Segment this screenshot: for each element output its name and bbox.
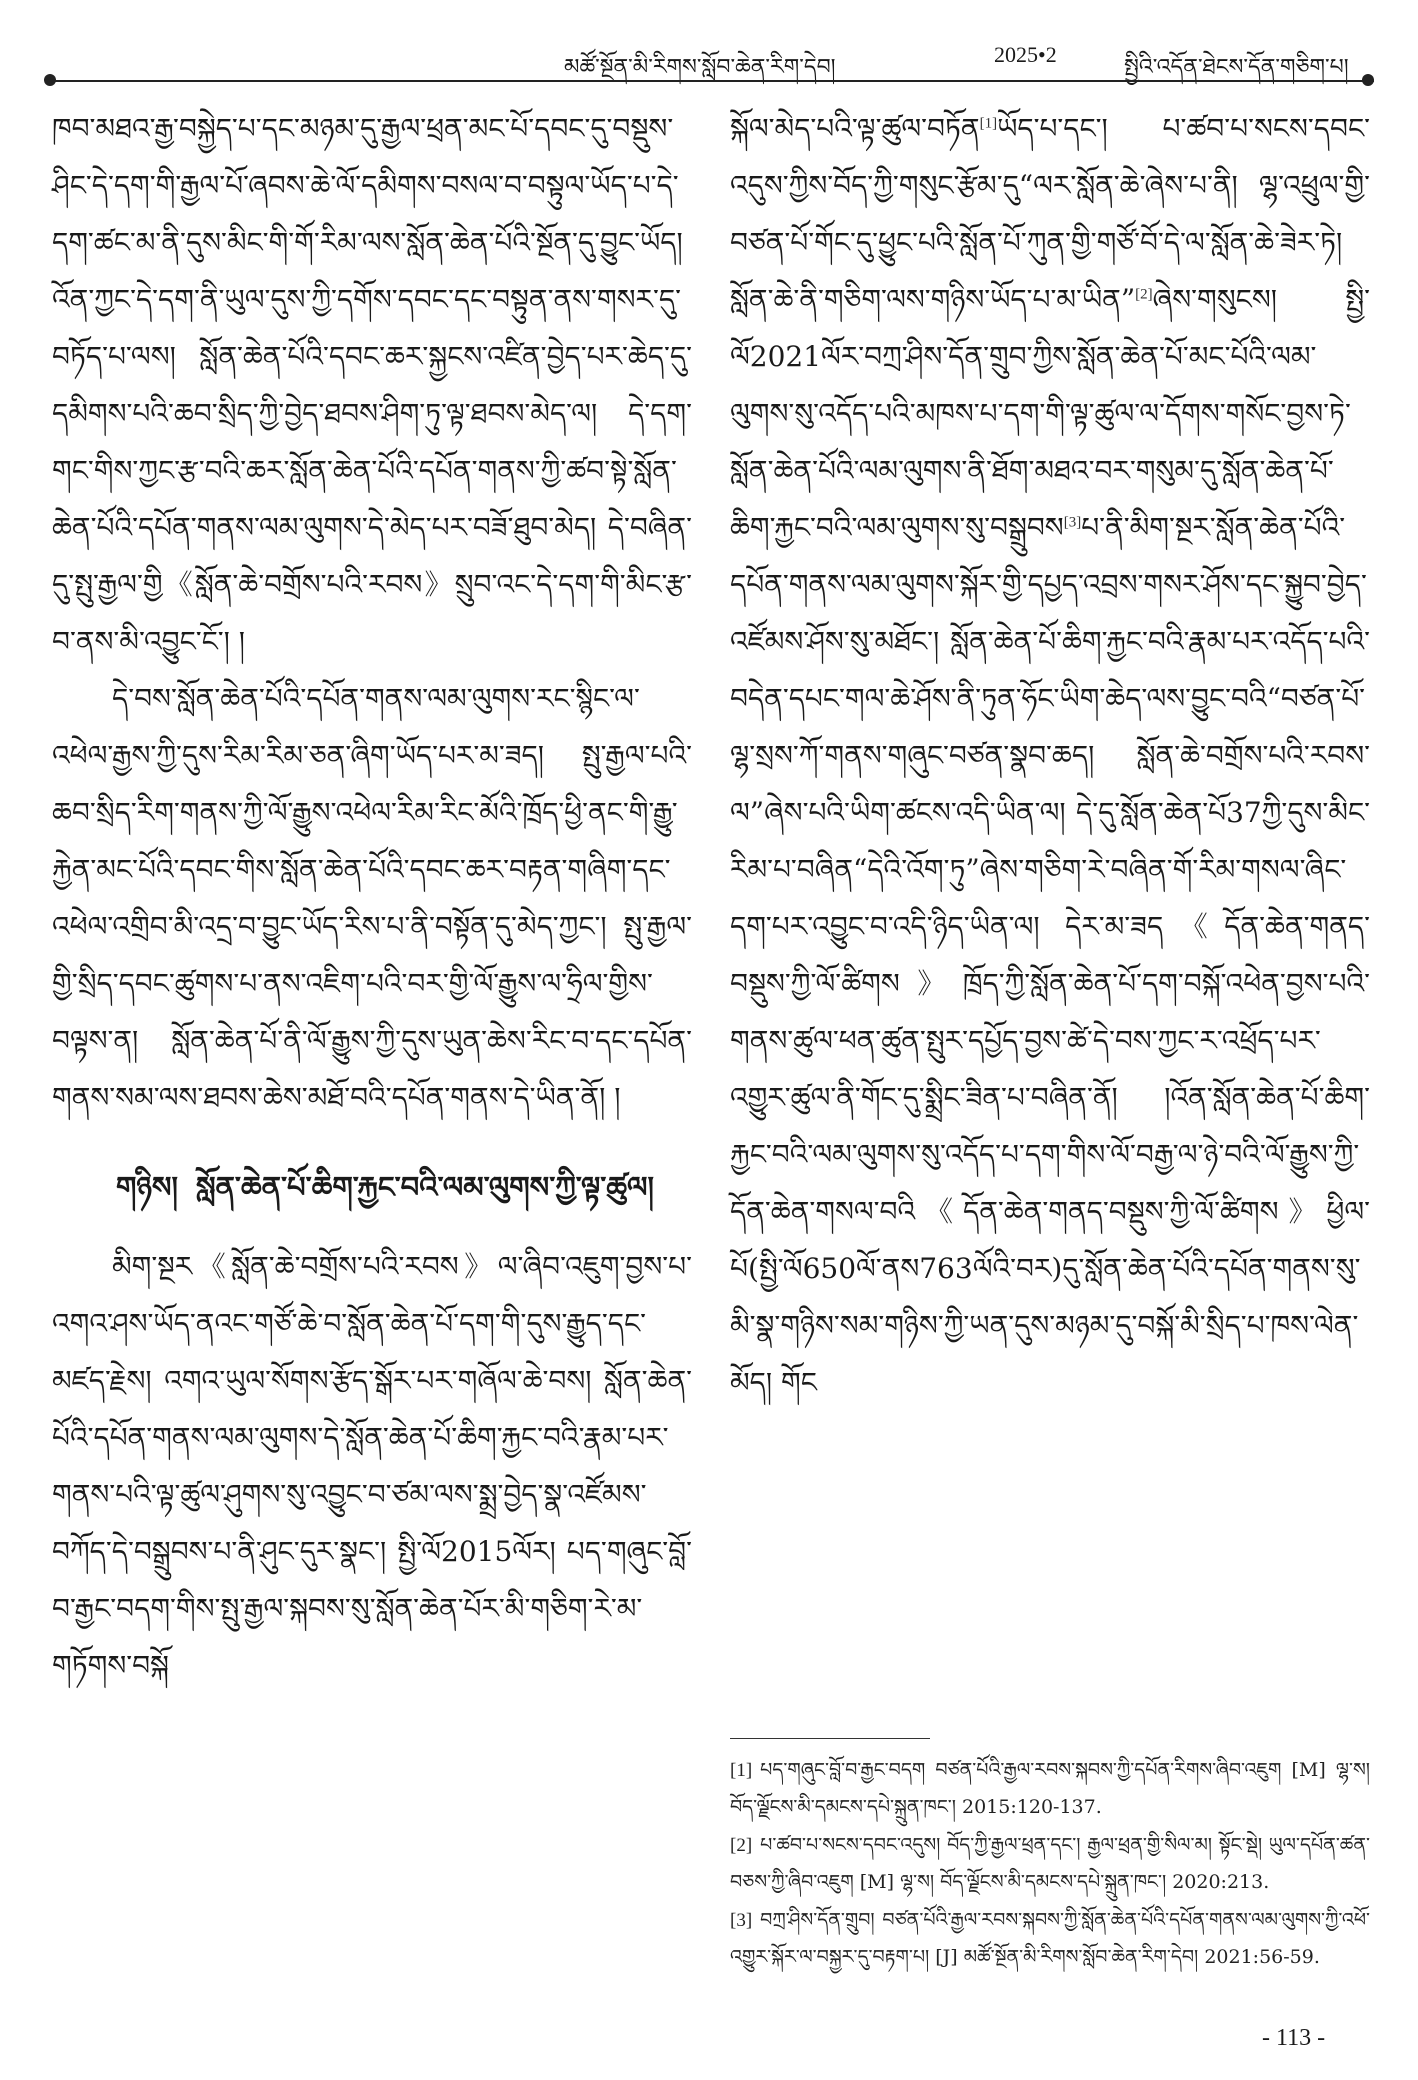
section-title: སློན་ཆེན་པོ་ཆིག་རྐྱང་བའི་ལམ་ལུགས་ཀྱི་ལྟ་ཚུལ། — [195, 1170, 654, 1204]
body-paragraph: དེ་བས་སློན་ཆེན་པོའི་དཔོན་གནས་ལམ་ལུགས་རང་སྙིང་ལ་འཕེལ་རྒྱས་ཀྱི་དུས་རིམ་རིམ་ཅན་ཞིག་ཡོད་པར་མ་ཟད། སྤུ་རྒྱལ་པའི་ཆབ་སྲིད་རིག་གནས་ཀྱི་ལོ་རྒྱུས་འཕེལ་རིམ་རིང་མོའི་ཁྲོད་ཕྱི་ནང་གི་རྒྱུ་རྐྱེན་མང་པོའི་དབང་གིས་སློན་ཆེན་པོའི་དབང་ཆར་བརྟན་གཞིག་དང་འཕེལ་འགྲིབ་མི་འདྲ་བ་བྱུང་ཡོད་རིས་པ་ནི་བསྟོན་དུ་མེད་ཀྱང་། སྤུ་རྒྱལ་གྱི་སྲིད་དབང་ཚུགས་པ་ནས་འཇིག་པའི་བར་གྱི་ལོ་རྒྱུས་ལ་ཧྲིལ་གྱིས་བལྟས་ན། སློན་ཆེན་པོ་ནི་ལོ་རྒྱུས་ཀྱི་དུས་ཡུན་ཆེས་རིང་བ་དང་དཔོན་གནས་སམ་ལས་ཐབས་ཆེས་མཐོ་བའི་དཔོན་གནས་དེ་ཡིན་ནོ། ། — [52, 682, 692, 1114]
footnote-text: པ་ཚབ་པ་སངས་དབང་འདུས། བོད་ཀྱི་རྒྱལ་ཕྲན་དང་། རྒྱལ་ཕྲན་གྱི་སིལ་མ། སྟོང་སྡེ། ཡུལ་དཔོན་ཚན་བཅས་ཀྱི་ཞིབ་འཇུག [M] ལྷ་ས། བོད་ལྗོངས་མི་དམངས་དཔེ་སྐྲུན་ཁང་། 2020:213. — [730, 1834, 1370, 1893]
page-header — [44, 28, 1374, 80]
text-segment: པ་ནི་མིག་སྔར་སློན་ཆེན་པོའི་དཔོན་གནས་ལམ་ལུགས་སྐོར་གྱི་དཔྱད་འབྲས་གསར་ཤོས་དང་སྐྱུབ་བྱེད་འཛོམས་ཤོས་སུ་མཐོང་། སློན་ཆེན་པོ་ཆིག་རྐྱང་བའི་རྣམ་པར་འདོད་པའི་བདེན་དཔང་གལ་ཆེ་ཤོས་ནི་ཏུན་ཧོང་ཡིག་ཆེད་ལས་བྱུང་བའི“བཙན་པོ་ལྷ་སྲས་ཀོ་གནས་གཞུང་བཙན་སྣབ་ཆད། སློན་ཆེ་བགྲོས་པའི་རབས་ལ”ཞེས་པའི་ཡིག་ཚངས་འདི་ཡིན་ལ། དེ་དུ་སློན་ཆེན་པོ37ཀྱི་དུས་མིང་རིམ་པ་བཞིན“དེའི་འོག་ཏུ”ཞེས་གཅིག་རེ་བཞིན་གོ་རིམ་གསལ་ཞིང་དག་པར་འབྱུང་བ་འདི་ཉིད་ཡིན་ལ། དེར་མ་ཟད《དོན་ཆེན་གནད་བསྡུས་ཀྱི་ལོ་ཚིགས》ཁྲོད་ཀྱི་སློན་ཆེན་པོ་དག་བསྐོ་འཕེན་བྱས་པའི་གནས་ཚུལ་ཕན་ཚུན་སྤུར་དཔྱོད་བྱས་ཚེ་དེ་བས་ཀྱང་ར་འཕྲོད་པར་འགྱུར་ཚུལ་ནི་གོང་དུ་སྨྲིང་ཟིན་པ་བཞིན་ནོ། །འོན་སློན་ཆེན་པོ་ཆིག་རྐྱང་བའི་ལམ་ལུགས་སུ་འདོད་པ་དག་གིས་ལོ་བརྒྱ་ལ་ཉེ་བའི་ལོ་རྒྱུས་ཀྱི་དོན་ཆེན་གསལ་བའི《དོན་ཆེན་གནད་བསྡུས་ཀྱི་ལོ་ཚིགས》ཕྱིལ་པོ(སྤྱི་ལོ650ལོ་ནས763ལོའི་བར)དུ་སློན་ཆེན་པོའི་དཔོན་གནས་སུ་མི་སྣ་གཉིས་སམ་གཉིས་ཀྱི་ཡན་དུས་མཉམ་དུ་བསྐོ་མི་སྲིད་པ་ཁས་ལེན་མོད། གོང — [730, 511, 1370, 1399]
footnote-text: པད་གཞུང་བློ་བ་རྒྱང་བདག བཙན་པོའི་རྒྱལ་རབས་སྐབས་ཀྱི་དཔོན་རིགས་ཞིབ་འཇུག [M] ལྷ་ས། བོད་ལྗོངས་མི་དམངས་དཔེ་སྐྲུན་ཁང་། 2015:120-137. — [730, 1759, 1370, 1818]
body-paragraph: མིག་སྔར《སློན་ཆེ་བགྲོས་པའི་རབས》ལ་ཞིབ་འཇུག་བྱས་པ་འགའ་ཤས་ཡོད་ནའང་གཙོ་ཆེ་བ་སློན་ཆེན་པོ་དག་གི་དུས་རྒྱུད་དང་མཛད་རྗེས། འགའ་ཡུལ་སོགས་རྩོད་སྒོར་པར་གཞོལ་ཆེ་བས། སློན་ཆེན་པོའི་དཔོན་གནས་ལམ་ལུགས་དེ་སློན་ཆེན་པོ་ཆིག་རྐྱང་བའི་རྣམ་པར་གནས་པའི་ལྟ་ཚུལ་ཤུགས་སུ་འབྱུང་བ་ཙམ་ལས་སྨྲ་བྱེད་སྣ་འཛོམས་བཀོད་དེ་བསྒྲུབས་པ་ནི་ཤུང་དུར་སྣང་། སྤྱི་ལོ2015ལོར། པད་གཞུང་བློ་བ་རྒྱང་བདག་གིས་སྤུ་རྒྱལ་སྐབས་སུ་སློན་ཆེན་པོར་མི་གཅིག་རེ་མ་གཏོགས་བསྐོ — [52, 1250, 692, 1682]
footnote-number: [3] — [730, 1910, 753, 1931]
text-segment: ཡོད་པ་དང་། པ་ཚབ་པ་སངས་དབང་འདུས་ཀྱིས་བོད་ཀྱི་གསུང་རྩོམ་དུ“ལར་སློན་ཆེ་ཞེས་པ་ནི། ལྷ་འཕྲུལ་གྱི་བཙན་པོ་གོང་དུ་ཕྱུང་པའི་སློན་པོ་ཀུན་གྱི་གཙོ་བོ་དེ་ལ་སློན་ཆེ་ཟེར་ཏེ། སློན་ཆེ་ནི་གཅིག་ལས་གཉིས་ཡོད་པ་མ་ཡིན” — [730, 112, 1370, 316]
right-column — [730, 100, 1370, 1411]
footnote-number: [2] — [730, 1835, 753, 1856]
footnote-divider — [730, 1738, 930, 1739]
text-segment: སྐོལ་མེད་པའི་ལྟ་ཚུལ་བཏོན — [730, 112, 980, 145]
footnote-item — [730, 1827, 1370, 1900]
footnotes — [730, 1752, 1370, 1977]
footnote-item — [730, 1752, 1370, 1825]
text-segment: ཞེས་གསུངས། སྤྱི་ལོ2021ལོར་བཀྲ་ཤིས་དོན་གྲུབ་ཀྱིས་སློན་ཆེན་པོ་མང་པོའི་ལམ་ལུགས་སུ་འདོད་པའི་མཁས་པ་དག་གི་ལྟ་ཚུལ་ལ་དོགས་གསོང་བྱས་ཏེ་སློན་ཆེན་པོའི་ལམ་ལུགས་ནི་ཐོག་མཐའ་བར་གསུམ་དུ་སློན་ཆེན་པོ་ཆིག་རྐྱང་བའི་ལམ་ལུགས་སུ་བསྒྲུབས — [730, 283, 1370, 544]
footnote-item — [730, 1902, 1370, 1975]
running-section-title: སྤྱིའི་འདོན་ཐེངས་དོན་གཅིག་པ། — [1124, 55, 1349, 80]
footnote-ref-1[interactable]: [1] — [979, 115, 998, 132]
issue-number: 2025•2 — [994, 42, 1057, 67]
footnote-number: [1] — [730, 1760, 753, 1781]
section-number: གཉིས། — [116, 1170, 178, 1204]
page-number: - 113 - — [1262, 2025, 1326, 2051]
body-paragraph: ཁབ་མཐའ་རྒྱ་བསྐྱེད་པ་དང་མཉམ་དུ་རྒྱལ་ཕྲན་མང་པོ་དབང་དུ་བསྡུས་ཤིང་དེ་དག་གི་རྒྱལ་པོ་ཞབས་ཆེ་ལོ་དམིགས་བསལ་བ་བསྟུལ་ཡོད་པ་དེ་དག་ཚང་མ་ནི་དུས་མིང་གི་གོ་རིམ་ལས་སློན་ཆེན་པོའི་སྔོན་དུ་བྱུང་ཡོད། འོན་ཀྱང་དེ་དག་ནི་ཡུལ་དུས་ཀྱི་དགོས་དབང་དང་བསྟུན་ནས་གསར་དུ་བཏོད་པ་ལས། སློན་ཆེན་པོའི་དབང་ཆར་སྐྱངས་འཛིན་བྱེད་པར་ཆེད་དུ་དམིགས་པའི་ཆབ་སྲིད་ཀྱི་བྱེད་ཐབས་ཤིག་ཏུ་ལྟ་ཐབས་མེད་ལ། དེ་དག་གང་གིས་ཀྱང་རྩ་བའི་ཆར་སློན་ཆེན་པོའི་དཔོན་གནས་ཀྱི་ཚབ་སྟེ་སློན་ཆེན་པོའི་དཔོན་གནས་ལམ་ལུགས་དེ་མེད་པར་བཟོ་ཐུབ་མེད། དེ་བཞིན་དུ་སྤུ་རྒྱལ་གྱི《སློན་ཆེ་བགྲོས་པའི་རབས》སྲུབ་འང་དེ་དག་གི་མིང་རྩ་བ་ནས་མི་འབྱུང་ངོ་། ། — [52, 112, 692, 658]
footnote-ref-2[interactable]: [2] — [1135, 286, 1153, 303]
footnote-text: བཀྲ་ཤིས་དོན་གྲུབ། བཙན་པོའི་རྒྱལ་རབས་སྐབས་ཀྱི་སློན་ཆེན་པོའི་དཔོན་གནས་ལམ་ལུགས་ཀྱི་འཕོ་འགྱུར་སྐོར་ལ་བསྐྱར་དུ་བརྟག་པ། [J] མཚོ་སྔོན་མི་རིགས་སློབ་ཆེན་རིག་དེབ། 2021:56-59. — [730, 1909, 1370, 1968]
header-rule-right-dot — [1362, 74, 1374, 86]
section-heading — [52, 1162, 692, 1212]
journal-title: མཚོ་སྔོན་མི་རིགས་སློབ་ཆེན་རིག་དེབ། — [564, 55, 836, 80]
footnote-ref-3[interactable]: [3] — [1063, 514, 1082, 531]
body-paragraph — [730, 100, 1370, 1411]
header-rule — [48, 80, 1374, 82]
left-column — [52, 100, 692, 1694]
